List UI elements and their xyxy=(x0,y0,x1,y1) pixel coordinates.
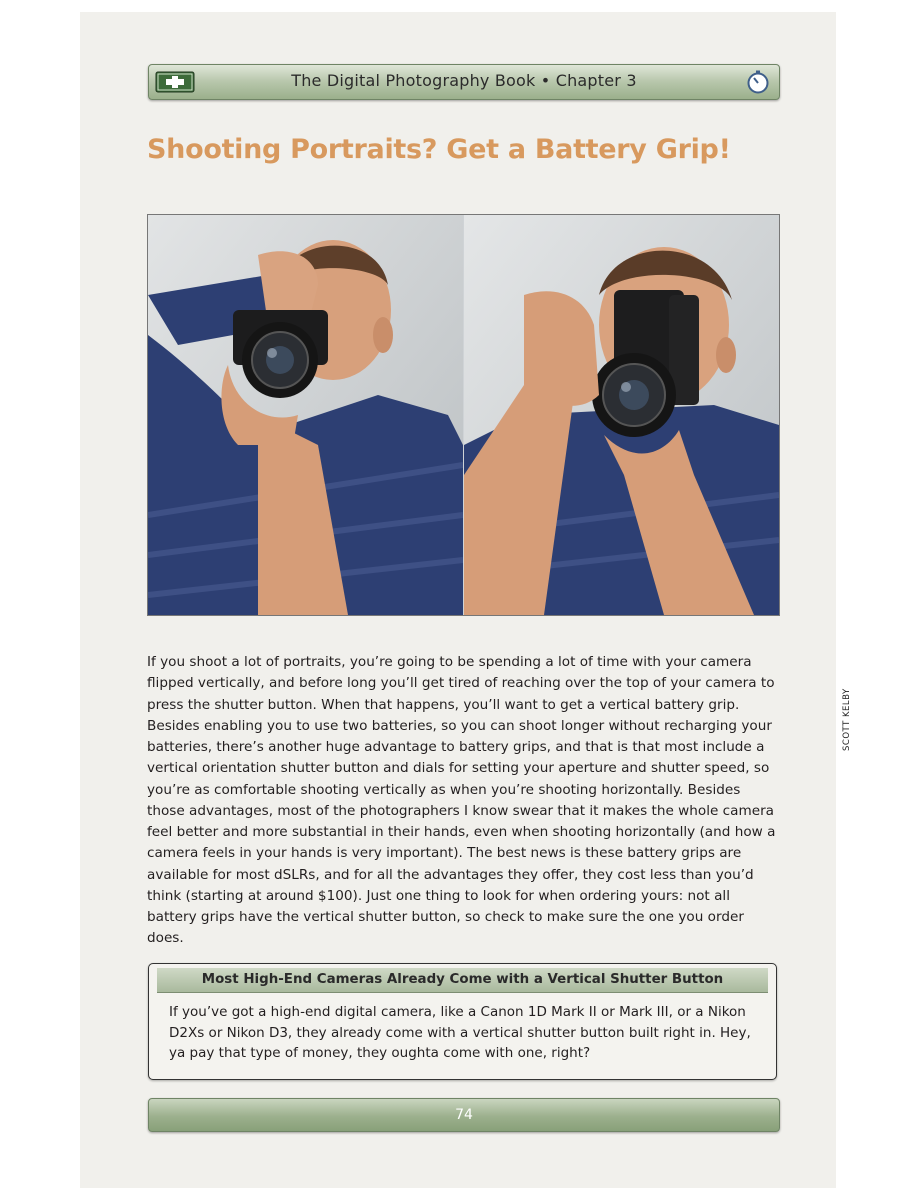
photo-vertical-shot xyxy=(464,215,779,615)
photo-credit: SCOTT KELBY xyxy=(842,688,852,751)
page-number: 74 xyxy=(455,1107,473,1123)
book-page xyxy=(80,12,852,1188)
chapter-header-bar xyxy=(148,64,780,100)
chapter-header-title: The Digital Photography Book • Chapter 3 xyxy=(291,71,637,90)
article-title: Shooting Portraits? Get a Battery Grip! xyxy=(147,134,731,165)
page-footer-bar xyxy=(148,1098,780,1132)
tip-body: If you’ve got a high-end digital camera, like a Canon 1D Mark II or Mark III, or a Nikon D2Xs or Nikon D3, they already come with a vertical shutter button built right in. Hey, ya pay that type of money, they oughta come with one, right? xyxy=(169,1004,751,1061)
tip-box xyxy=(148,963,777,1080)
article-body: If you shoot a lot of portraits, you’re going to be spending a lot of time with your camera flipped vertically, and before long you’ll get tired of reaching over the top of your camera to press the shutter button. When that happens, you’ll want to get a vertical battery grip. Besides enabling you to use two batteries, so you can shoot longer without recharging your batteries, there’s another huge advantage to battery grips, and that is that most include a vertical orientation shutter button and dials for setting your aperture and shutter speed, so you’re as comfortable shooting vertically as when you’re shooting horizontally. Besides those advantages, most of the photographers I know swear that it makes the whole camera feel better and more substantial in their hands, even when shooting horizontally (and how a camera feels in your hands is very important). The best news is these battery grips are available for most dSLRs, and for all the advantages they offer, they cost less than you’d think (starting at around $100). Just one thing to look for when ordering yours: not all battery grips have the vertical shutter button, so check to make sure the one you order does. xyxy=(147,654,776,947)
stopwatch-icon xyxy=(745,69,771,99)
tip-heading: Most High-End Cameras Already Come with a Vertical Shutter Button xyxy=(157,968,768,993)
photo-pair xyxy=(148,215,852,751)
photo-horizontal-shot xyxy=(148,215,463,615)
